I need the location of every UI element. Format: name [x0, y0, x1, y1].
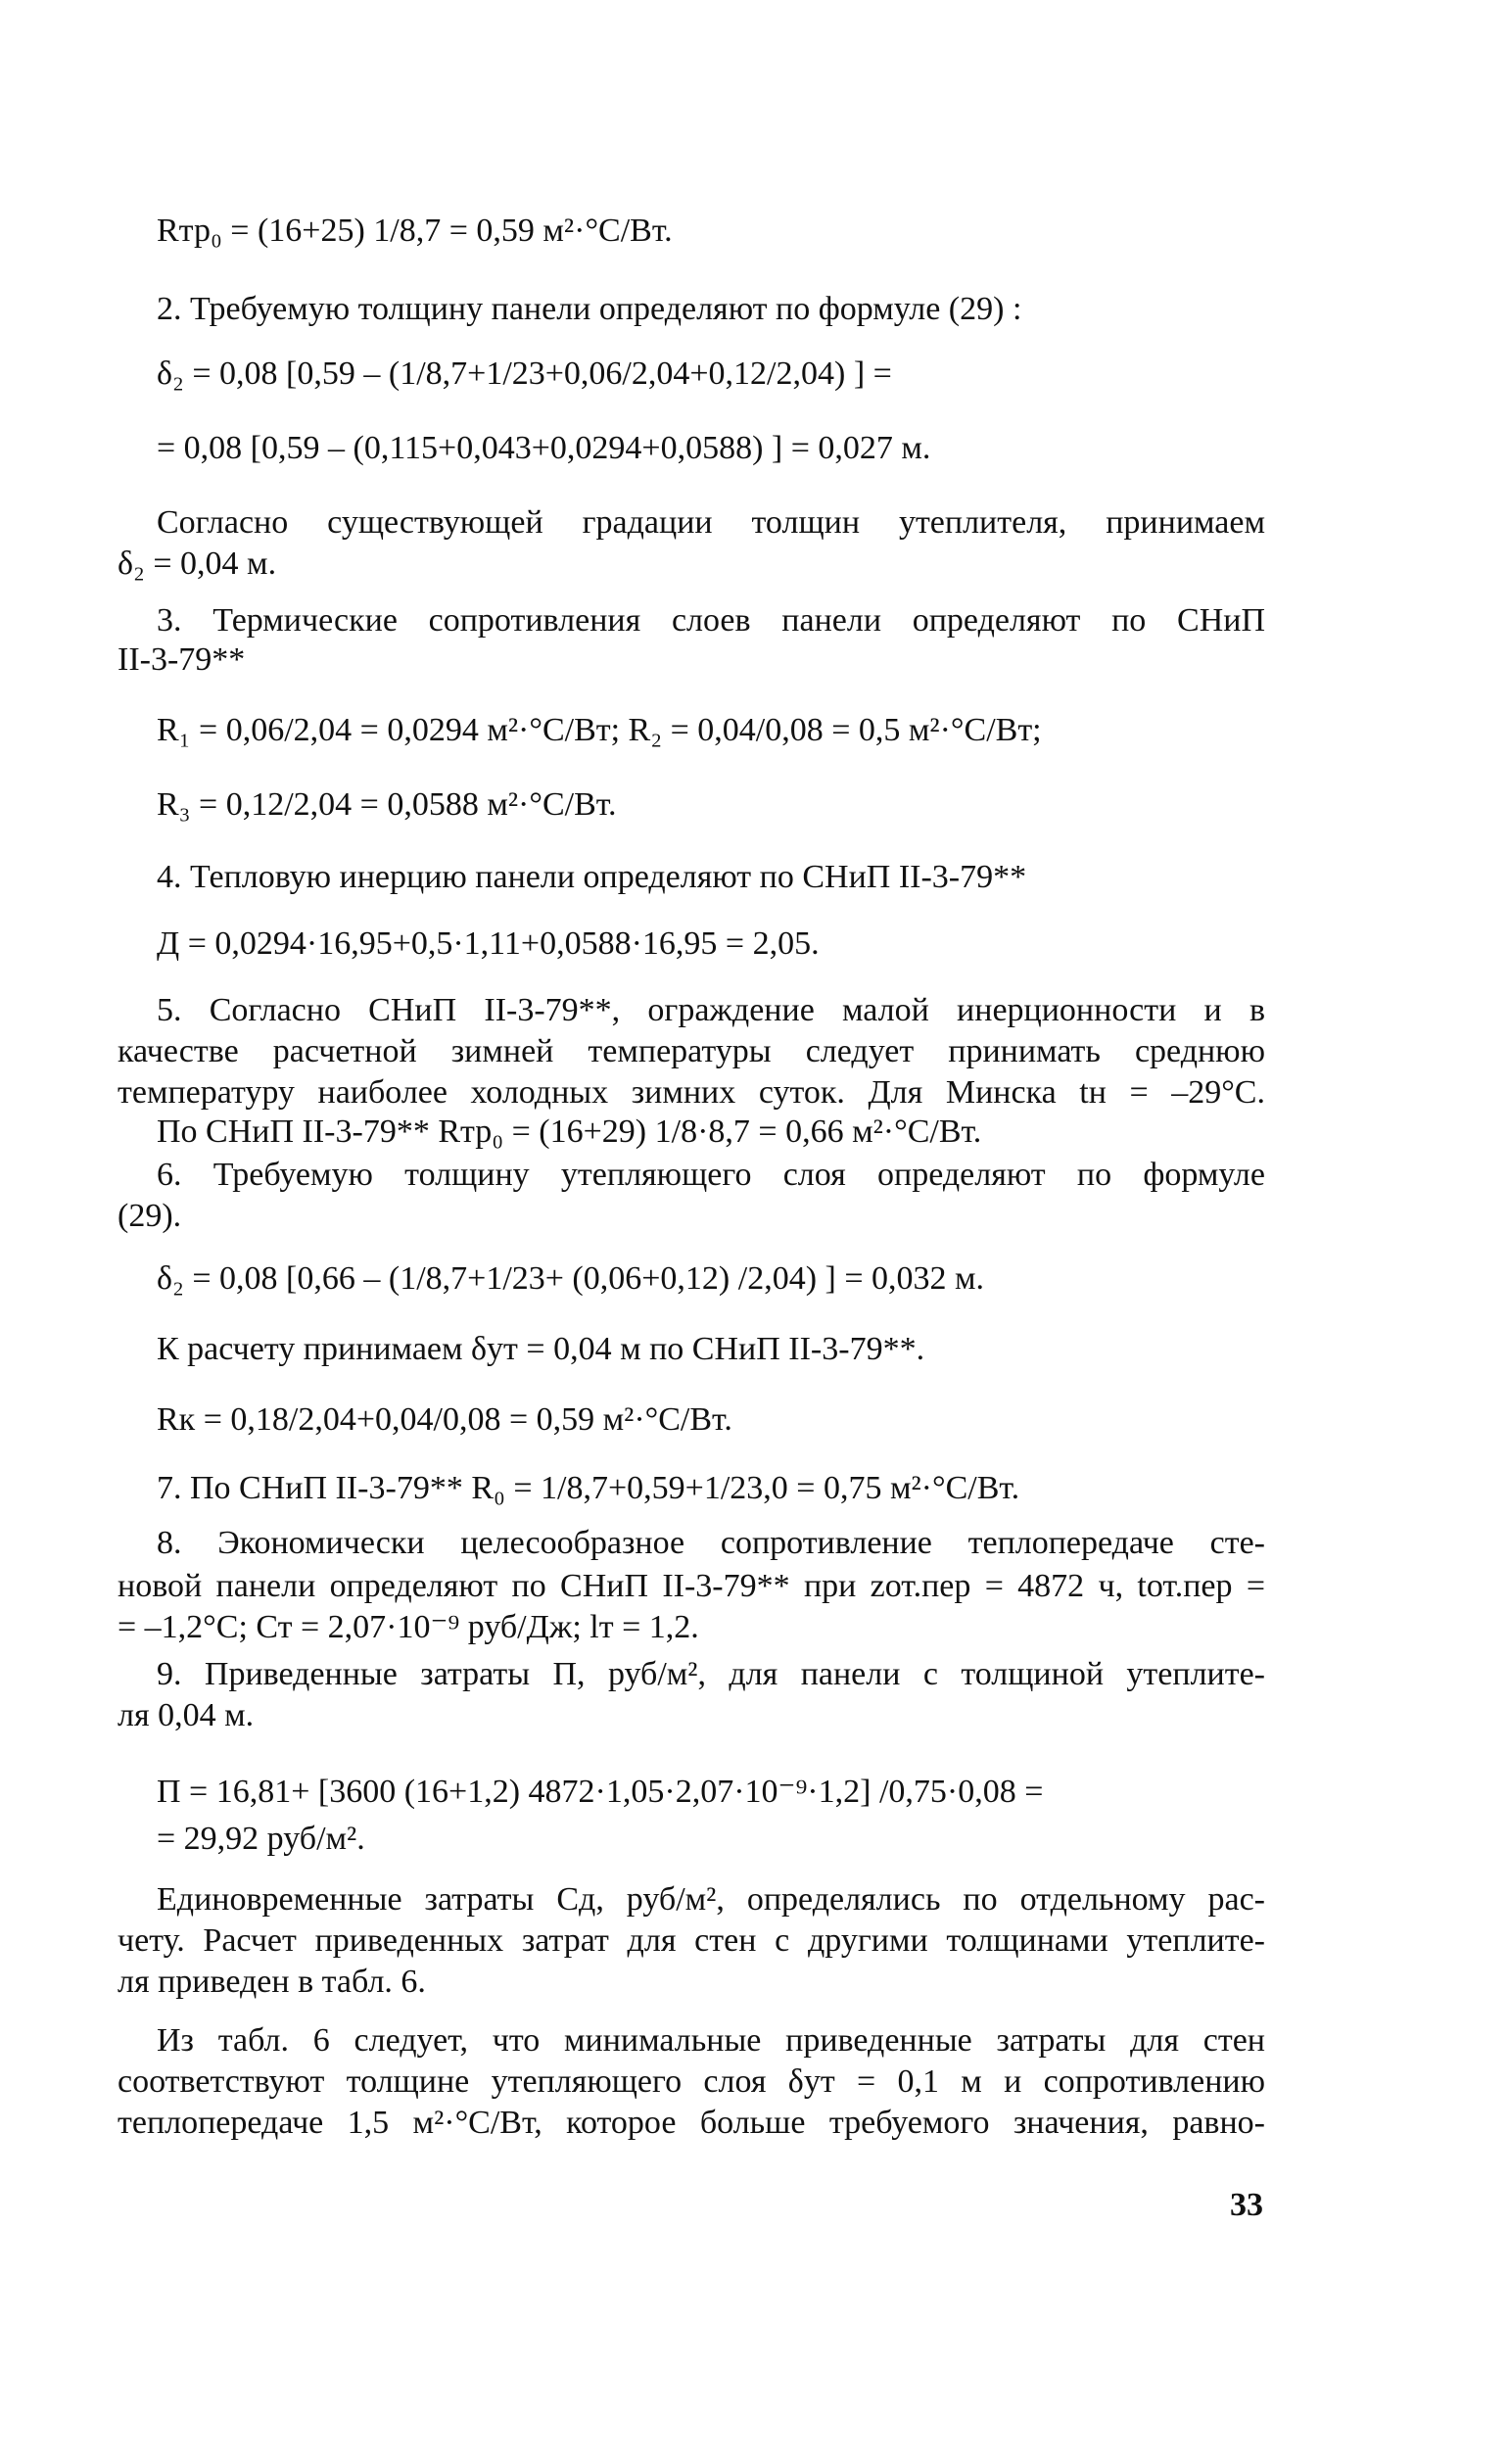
text-line: 5. Согласно СНиП II-3-79**, ограждение малой инерционности и в	[157, 992, 1265, 1028]
formula-line: R₃ = 0,12/2,04 = 0,0588 м²·°С/Вт.	[157, 786, 617, 823]
text-line: 2. Требуемую толщину панели определяют по формуле (29) :	[157, 291, 1022, 327]
text-line: ля 0,04 м.	[118, 1697, 255, 1733]
text-line: Согласно существующей градации толщин утеплителя, принимаем	[157, 504, 1265, 541]
text-line: = –1,2°С; Ст = 2,07·10⁻⁹ руб/Дж; lт = 1,2.	[118, 1609, 699, 1645]
text-line: По СНиП II-3-79** Rтр₀ = (16+29) 1/8·8,7 = 0,66 м²·°С/Вт.	[157, 1114, 982, 1150]
text-line: чету. Расчет приведенных затрат для стен с другими толщинами утеплите-	[118, 1922, 1265, 1959]
formula-line: R₁ = 0,06/2,04 = 0,0294 м²·°С/Вт; R₂ = 0,04/0,08 = 0,5 м²·°С/Вт;	[157, 712, 1042, 748]
text-line: качестве расчетной зимней температуры следует принимать среднюю	[118, 1033, 1265, 1069]
text-line: 6. Требуемую толщину утепляющего слоя определяют по формуле	[157, 1157, 1265, 1193]
text-line: (29).	[118, 1198, 182, 1234]
formula-line: = 29,92 руб/м².	[157, 1821, 365, 1857]
page-number: 33	[1230, 2187, 1263, 2223]
text-line: новой панели определяют по СНиП II-3-79** при zот.пер = 4872 ч, tот.пер =	[118, 1568, 1265, 1604]
formula-line: П = 16,81+ [3600 (16+1,2) 4872·1,05·2,07·10⁻⁹·1,2] /0,75·0,08 =	[157, 1774, 1044, 1810]
formula-line: = 0,08 [0,59 – (0,115+0,043+0,0294+0,0588) ] = 0,027 м.	[157, 430, 931, 466]
text-line: теплопередаче 1,5 м²·°С/Вт, которое больше требуемого значения, равно-	[118, 2105, 1265, 2141]
text-line: δ₂ = 0,04 м.	[118, 545, 277, 582]
text-line: 9. Приведенные затраты П, руб/м², для панели с толщиной утеплите-	[157, 1656, 1265, 1692]
text-line: Rтр₀ = (16+25) 1/8,7 = 0,59 м²·°С/Вт.	[157, 213, 673, 249]
formula-line: δ₂ = 0,08 [0,66 – (1/8,7+1/23+ (0,06+0,12) /2,04) ] = 0,032 м.	[157, 1260, 985, 1297]
text-line: 8. Экономически целесообразное сопротивление теплопередаче сте-	[157, 1525, 1265, 1561]
formula-line: Rк = 0,18/2,04+0,04/0,08 = 0,59 м²·°С/Вт.	[157, 1401, 732, 1438]
formula-line: δ₂ = 0,08 [0,59 – (1/8,7+1/23+0,06/2,04+0,12/2,04) ] =	[157, 355, 892, 392]
text-line: II-3-79**	[118, 641, 246, 678]
text-line: К расчету принимаем δут = 0,04 м по СНиП II-3-79**.	[157, 1331, 925, 1367]
text-line: 7. По СНиП II-3-79** R₀ = 1/8,7+0,59+1/23,0 = 0,75 м²·°С/Вт.	[157, 1470, 1020, 1506]
text-line: Из табл. 6 следует, что минимальные приведенные затраты для стен	[157, 2022, 1265, 2059]
text-line: Единовременные затраты Сд, руб/м², определялись по отдельному рас-	[157, 1881, 1265, 1918]
text-line: температуру наиболее холодных зимних суток. Для Минска tн = –29°С.	[118, 1074, 1265, 1111]
text-line: ля приведен в табл. 6.	[118, 1964, 426, 2000]
formula-line: Д = 0,0294·16,95+0,5·1,11+0,0588·16,95 = 2,05.	[157, 925, 820, 962]
text-line: 4. Тепловую инерцию панели определяют по СНиП II-3-79**	[157, 859, 1027, 895]
text-line: соответствуют толщине утепляющего слоя δут = 0,1 м и сопротивлению	[118, 2063, 1265, 2100]
text-line: 3. Термические сопротивления слоев панели определяют по СНиП	[157, 602, 1265, 639]
